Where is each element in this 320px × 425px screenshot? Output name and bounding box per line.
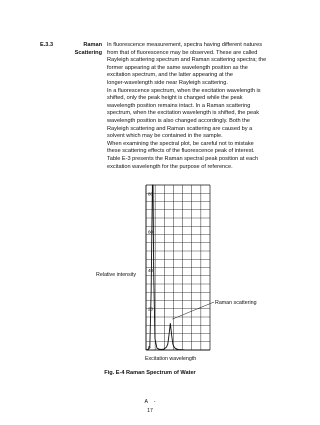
- paragraph-line: wavelength position is also changed accordingly. Both the: [107, 117, 250, 124]
- footer-dash: -: [153, 399, 156, 405]
- chart-grid: [146, 185, 210, 350]
- page-number: 17: [147, 408, 153, 414]
- paragraph-line: these scattering effects of the fluorescence peak of interest.: [107, 148, 255, 155]
- body-paragraph: [107, 42, 292, 171]
- paragraph-line: When examining the spectral plot, be careful not to mistake: [107, 140, 254, 147]
- section-title-line: Scattering: [74, 49, 102, 56]
- spectrum-series-line: [146, 185, 210, 350]
- y-axis-label: Relative intensity: [96, 272, 137, 278]
- paragraph-line: Table E-3 presents the Raman spectral peak position at each: [107, 155, 259, 162]
- footer-letter: A: [144, 399, 148, 405]
- paragraph-line: solvent which may be contained in the sample.: [107, 133, 223, 140]
- y-tick-label: 40: [148, 268, 154, 274]
- x-axis-label: Excitation wavelength: [145, 356, 197, 362]
- raman-scattering-annotation: Raman scattering: [215, 300, 257, 306]
- footer-section-label: [0, 399, 300, 405]
- paragraph-line: Rayleigh scattering spectrum and Raman scattering spectra; the: [107, 57, 267, 64]
- section-number: E.3.3: [40, 42, 54, 48]
- paragraph-line: wavelength position remains intact. In a Raman scattering: [107, 102, 251, 109]
- paragraph-line: In fluorescence measurement, spectra having different natures: [107, 42, 263, 48]
- paragraph-line: shifted, only the peak height is changed while the peak: [107, 95, 243, 102]
- paragraph-line: Rayleigh scattering and Raman scattering are caused by a: [107, 125, 253, 132]
- annotation-leader-line: [172, 302, 214, 319]
- paragraph-line: excitation spectrum, and the latter appearing at the: [107, 72, 233, 79]
- paragraph-line: longer-wavelength side near Rayleigh scattering.: [107, 79, 228, 86]
- figure-caption: Fig. E-4 Raman Spectrum of Water: [104, 370, 196, 376]
- y-tick-label: 0: [148, 344, 151, 350]
- paragraph-line: former appearing at the same wavelength position as the: [107, 64, 248, 71]
- chart-y-ticks: [148, 191, 154, 349]
- paragraph-line: In a fluorescence spectrum, when the excitation wavelength is: [107, 87, 261, 94]
- section-title-line: Raman: [83, 42, 102, 48]
- section-title: [58, 42, 102, 57]
- paragraph-line: from that of fluorescence may be observed. These are called: [107, 49, 258, 56]
- y-tick-label: 20: [148, 306, 154, 312]
- y-tick-label: 80: [148, 191, 154, 197]
- paragraph-line: excitation wavelength for the purpose of reference.: [107, 163, 233, 170]
- y-tick-label: 60: [148, 229, 154, 235]
- paragraph-line: spectrum, when the excitation wavelength is shifted, the peak: [107, 110, 260, 117]
